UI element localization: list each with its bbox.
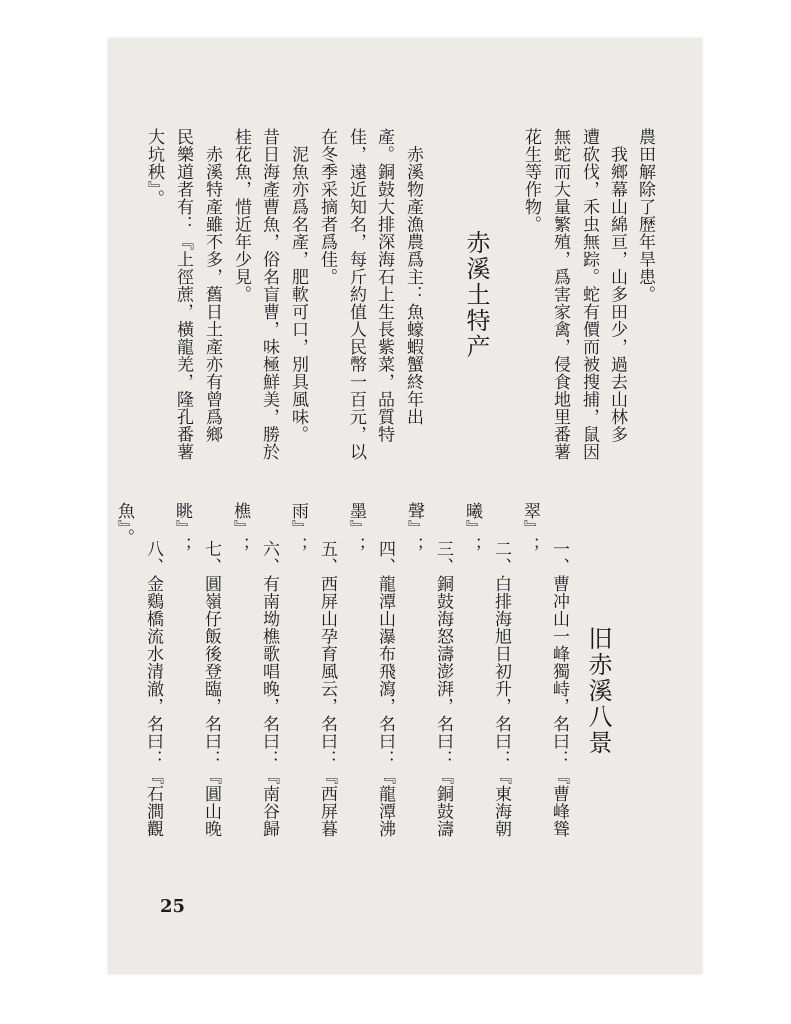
text-column: 一、曹冲山一峰獨峙，名曰：『曹峰聳 (549, 540, 569, 838)
text-column: 泥魚亦爲名產，肥軟可口，別具風味。 (288, 128, 308, 443)
text-column: 大坑秧』。 (144, 128, 164, 207)
text-column: 魚』。 (114, 502, 134, 546)
text-column: 赤溪物產漁農爲主：魚蠔蝦蟹終年出 (403, 128, 423, 426)
text-column: 六、有南坳樵歌唱晚，名曰：『南谷歸 (259, 540, 279, 838)
text-column: 農田解除了歷年旱患。 (635, 128, 655, 303)
text-column: 無蛇而大量繁殖，爲害家禽，侵食地里番薯 (550, 128, 570, 461)
text-column: 我鄉幕山綿亘，山多田少，過去山林多 (607, 128, 627, 443)
text-column: 曦』； (462, 502, 482, 555)
text-column: 雨』； (288, 502, 308, 555)
text-column: 民樂道者有：『上徑蔗，橫龍羌，隆孔番薯 (173, 128, 193, 461)
text-column: 樵』； (230, 502, 250, 555)
section-title: 旧赤溪八景 (584, 626, 612, 756)
text-column: 四、龍潭山瀑布飛瀉，名曰：『龍潭沸 (375, 540, 395, 838)
text-column: 眺』； (172, 502, 192, 555)
text-column: 八、金鷄橋流水清澈，名曰：『石澗觀 (143, 540, 163, 838)
text-column: 五、西屏山孕育風云，名曰：『西屏暮 (317, 540, 337, 838)
text-column: 墨』； (346, 502, 366, 555)
text-column: 佳，遠近知名，每斤約值人民幣一百元，以 (346, 128, 366, 461)
text-column: 赤溪特產雖不多，舊日土產亦有曾爲鄉 (202, 128, 222, 443)
text-column: 花生等作物。 (521, 128, 541, 233)
text-column: 二、白排海旭日初升，名曰：『東海朝 (491, 540, 511, 838)
text-column: 在冬季采摘者爲佳。 (317, 128, 337, 286)
page-number: 25 (160, 896, 186, 917)
text-column: 桂花魚，惜近年少見。 (231, 128, 251, 303)
text-column: 遭砍伐，禾虫無踪。蛇有價而被搜捕，鼠因 (579, 128, 599, 461)
text-column: 產。銅鼓大排深海石上生長紫菜，品質特 (374, 128, 394, 443)
text-column: 昔日海產曹魚，俗名盲曹，味極鮮美，勝於 (259, 128, 279, 461)
text-column: 聲』； (404, 502, 424, 555)
section-title: 赤溪土特产 (462, 230, 490, 360)
text-column: 翠』； (520, 502, 540, 555)
text-column: 七、圓嶺仔飯後登臨，名曰：『圓山晚 (201, 540, 221, 838)
text-column: 三、銅鼓海怒濤澎湃，名曰：『銅鼓濤 (433, 540, 453, 838)
